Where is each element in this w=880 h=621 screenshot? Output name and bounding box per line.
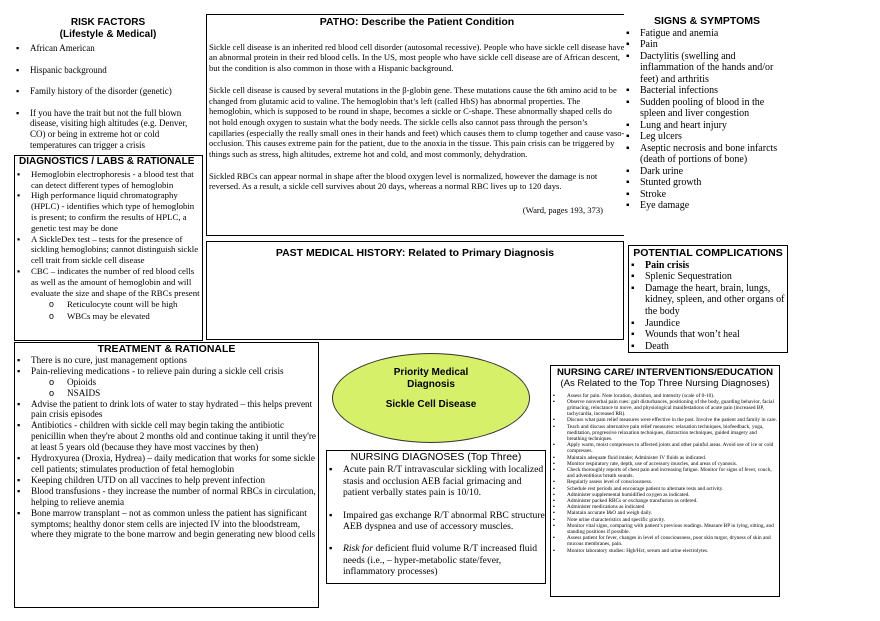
diagnostics-box	[14, 155, 203, 341]
treatment-list	[15, 355, 318, 377]
list-item: ▪ Hydroxyurea (Droxia, Hydrea) – daily medication that works for some sickle cell patients; stimulates production of fetal hemoglobin	[15, 453, 318, 475]
list-item: ▪ Jaundice	[629, 318, 787, 330]
past-medical-history-box	[206, 241, 624, 340]
priority-diagnosis-label-line2: Diagnosis	[407, 378, 455, 390]
list-item: ▪ Schedule rest periods and encourage patient to alternate rests and activity.	[551, 486, 777, 492]
list-item: ▪ Pain crisis	[629, 260, 787, 272]
list-item: ▪ Regularly assess level of consciousness.	[551, 479, 777, 485]
list-item: ▪ Wounds that won’t heal	[629, 329, 787, 341]
list-item: ▪ Keeping children UTD on all vaccines to help prevent infection	[15, 475, 318, 486]
treatment-list-rest	[15, 399, 318, 541]
list-item: o Reticulocyte count will be high	[15, 299, 202, 310]
list-item: ▪ Maintain adequate fluid intake; Administer IV fluids as indicated.	[551, 455, 777, 461]
diagnostics-title: DIAGNOSTICS / LABS & RATIONALE	[19, 156, 195, 167]
list-item: ▪ Administer medications as indicated	[551, 504, 777, 510]
list-item: ▪ Antibiotics - children with sickle cell may begin taking the antibiotic penicillin when they're about 2 months old and continue taking it until they're at least 5 years old (because they have most vaccines by then)	[15, 420, 318, 453]
complications-box	[628, 245, 788, 353]
patho-citation: (Ward, pages 193, 373)	[522, 205, 603, 216]
list-item: ▪ Stunted growth	[624, 177, 790, 189]
list-item: ▪ Check thoroughly reports of chest pain and increasing fatigue. Monitor for signs of fever, couch, and adventitious breath sounds.	[551, 467, 777, 479]
list-item: ▪ Observe nonverbal pain cues: gait disturbances, positioning of the body, guarding behavior, facial grimacing, reluctance to move, and physiological manifestations of acute pain (increased BP, tachycardia, increased RR).	[551, 399, 777, 418]
patho-box	[206, 14, 628, 236]
priority-diagnosis-value: Sickle Cell Disease	[385, 399, 477, 410]
diagnostics-list	[15, 169, 202, 299]
list-item: ▪ Advise the patient to drink lots of water to stay hydrated – this helps prevent pain crisis episodes	[15, 399, 318, 421]
list-item: ▪ Fatigue and anemia	[624, 28, 790, 40]
list-item: ▪ Note urine characteristics and specific gravity.	[551, 517, 777, 523]
list-item: ▪ Dactylitis (swelling and inflammation of the hands and/or feet) and arthritis	[624, 51, 790, 86]
list-item: ▪ Acute pain R/T intravascular sickling with localized stasis and occlusion AEB facial grimacing and patient verbally states pain is 10/10.	[327, 464, 545, 498]
list-item: ▪ Stroke	[624, 189, 790, 201]
list-item: ▪ Administer packed RBCs or exchange transfusion as ordered.	[551, 498, 777, 504]
patho-paragraph: Sickle cell disease is caused by several mutations in the β-globin gene. These mutations cause the 6th amino acid to be changed from glutamic acid to valine. The hemoglobin that’s left (called HbS) has abnormal properties. The hemoglobin, which is supposed to be round in shape, becomes a sickle or C-shape. These abnormally shaped cells do not hold enough oxygen to sustain what the body needs. The sickle cells also cannot pass through the person’s capillaries (especially the really small ones in their hands and feet) which causes them to clump together and cause vaso-occlusion. This causes extreme pain for the patient, due to the anoxia in the tissue. This pain crisis can be triggered by things such as stress, high altitudes, extreme hot and cold, and most commonly, dehydration.	[209, 84, 625, 160]
nursing-diagnoses-box	[326, 450, 546, 584]
risk-factors-title-line2: (Lifestyle & Medical)	[59, 29, 157, 40]
list-item: ▪ High performance liquid chromatography (HPLC) - identifies which type of hemoglobin is present; to confirm the results of HPLC, a genetic test may be done	[15, 190, 202, 233]
list-item: ▪ Family history of the disorder (genetic)	[14, 86, 202, 97]
list-item: ▪ Maintain accurate I&O and weigh daily.	[551, 510, 777, 516]
treatment-title: TREATMENT & RATIONALE	[97, 343, 236, 355]
list-item: ▪ Apply warm, moist compresses to affected joints and other painful areas. Avoid use of ice or cold compresses.	[551, 442, 777, 454]
list-item: ▪ Monitor respiratory rate, depth, use of accessory muscles, and areas of cyanosis.	[551, 461, 777, 467]
list-item: ▪ Splenic Sequestration	[629, 271, 787, 283]
list-item: ▪ CBC – indicates the number of red blood cells as well as the amount of hemoglobin and will evaluate the size and shape of the RBCs present	[15, 266, 202, 298]
list-item	[327, 543, 545, 577]
list-item: ▪ Bone marrow transplant – not as common unless the patient has significant symptoms; healthy donor stem cells are injected IV into the bloodstream, where they migrate to the bone marrow and begin generating new blood cells	[15, 508, 318, 541]
nursing-diagnoses-title: NURSING DIAGNOSES (Top Three)	[350, 451, 522, 463]
list-item: ▪ Sudden pooling of blood in the spleen and liver congestion	[624, 97, 790, 120]
diagnostics-sublist	[15, 299, 202, 322]
patho-paragraph: Sickled RBCs can appear normal in shape after the blood oxygen level is normalized, however the damage is not reversed. As a result, a sickle cell survives about 20 days, whereas a normal RBC lives up to 120 days.	[209, 170, 598, 192]
list-item: ▪ Bacterial infections	[624, 85, 790, 97]
signs-symptoms-title: SIGNS & SYMPTOMS	[654, 15, 760, 27]
list-item: ▪ Administer supplemental humidified oxygen as indicated.	[551, 492, 777, 498]
patho-title: PATHO: Describe the Patient Condition	[319, 16, 515, 28]
list-item: ▪ Lung and heart injury	[624, 120, 790, 132]
list-item: ▪ Assess for pain. Note location, duration, and intensity (scale of 0-10).	[551, 393, 777, 399]
risk-for-label: Risk for	[343, 543, 374, 555]
risk-factors-title	[14, 17, 202, 41]
list-item: ▪ Teach and discuss alternative pain relief measures: relaxation techniques, biofeedback, yoga, meditation, progressive relaxation techniques, distraction techniques, guided imagery and breathing techniques.	[551, 424, 777, 443]
list-item: o NSAIDS	[15, 388, 318, 399]
list-item: ▪ Monitor laboratory studies: Hgb/Hct, serum and urine electrolytes.	[551, 548, 777, 554]
list-item: ▪ Death	[629, 341, 787, 353]
nursing-care-box	[550, 365, 780, 597]
nursing-care-title-line2: (As Related to the Top Three Nursing Diagnoses)	[560, 378, 770, 390]
list-item: ▪ Damage the heart, brain, lungs, kidney, spleen, and other organs of the body	[629, 283, 787, 318]
list-item: ▪ Pain	[624, 39, 790, 51]
patho-paragraph: Sickle cell disease is an inherited red blood cell disorder (autosomal recessive). People who have sickle cell disease have an abnormal protein in their red blood cells. In the US, most people who have sickle cell disease are of African descent, but the condition is also common in those with a Hispanic background.	[209, 41, 625, 74]
list-item: ▪ Hispanic background	[14, 65, 202, 76]
list-item: ▪ Pain-relieving medications - to relieve pain during a sickle cell crisis	[15, 366, 318, 377]
nursing-care-list	[551, 393, 779, 554]
list-item: ▪ Leg ulcers	[624, 131, 790, 143]
nursing-diagnoses-list	[327, 464, 545, 577]
list-item: ▪ A SickleDex test – tests for the presence of sickling hemoglobins; cannot distinguish sickle cell trait from sickle cell disease	[15, 234, 202, 266]
list-item: ▪ Discuss what pain relief measures were effective in the past. Involve the patient and family in care.	[551, 417, 777, 423]
risk-factors-box	[14, 14, 202, 155]
nursing-diagnosis-3-text: deficient fluid volume R/T increased fluid needs (i.e., – hyper-metabolic state/fever, inflammatory processes)	[343, 543, 538, 578]
list-item: o WBCs may be elevated	[15, 311, 202, 322]
list-item: ▪ If you have the trait but not the full blown disease, visiting high altitudes (e.g. Denver, CO) or being in extreme hot or cold temperatures can trigger a crisis	[14, 108, 202, 150]
list-item: ▪ Assess patient for fever, changes in level of consciousness, poor skin turgor, dryness of skin and mucous membranes, pain.	[551, 535, 777, 547]
nursing-care-title-line1: NURSING CARE/ INTERVENTIONS/EDUCATION	[556, 367, 774, 378]
signs-symptoms-list	[624, 28, 790, 212]
list-item: ▪ Hemoglobin electrophoresis - a blood test that can detect different types of hemoglobin	[15, 169, 202, 191]
past-medical-history-title: PAST MEDICAL HISTORY: Related to Primary Diagnosis	[275, 247, 555, 259]
list-item: ▪ Monitor vital signs, comparing with patient’s previous readings. Measure BP in lying, sitting, and standing positions if possible.	[551, 523, 777, 535]
list-item: ▪ Impaired gas exchange R/T abnormal RBC structure AEB dyspnea and use of accessory muscles.	[327, 510, 545, 533]
list-item: ▪ There is no cure, just management options	[15, 355, 318, 366]
priority-diagnosis-oval	[332, 353, 530, 443]
signs-symptoms-box	[624, 14, 790, 237]
complications-title: POTENTIAL COMPLICATIONS	[633, 247, 783, 259]
list-item: o Opioids	[15, 377, 318, 388]
nursing-care-title	[551, 367, 779, 390]
risk-factors-title-line1: RISK FACTORS	[70, 17, 146, 28]
complications-list	[629, 260, 787, 353]
treatment-box	[14, 342, 319, 608]
priority-diagnosis-label-line1: Priority Medical	[393, 367, 469, 378]
list-item: ▪ Blood transfusions - they increase the number of normal RBCs in circulation, helping to relieve anemia	[15, 486, 318, 508]
risk-factors-list	[14, 43, 202, 150]
list-item: ▪ Aseptic necrosis and bone infarcts (death of portions of bone)	[624, 143, 790, 166]
treatment-sublist	[15, 377, 318, 399]
list-item: ▪ Eye damage	[624, 200, 790, 212]
list-item: ▪ African American	[14, 43, 202, 54]
list-item: ▪ Dark urine	[624, 166, 790, 178]
